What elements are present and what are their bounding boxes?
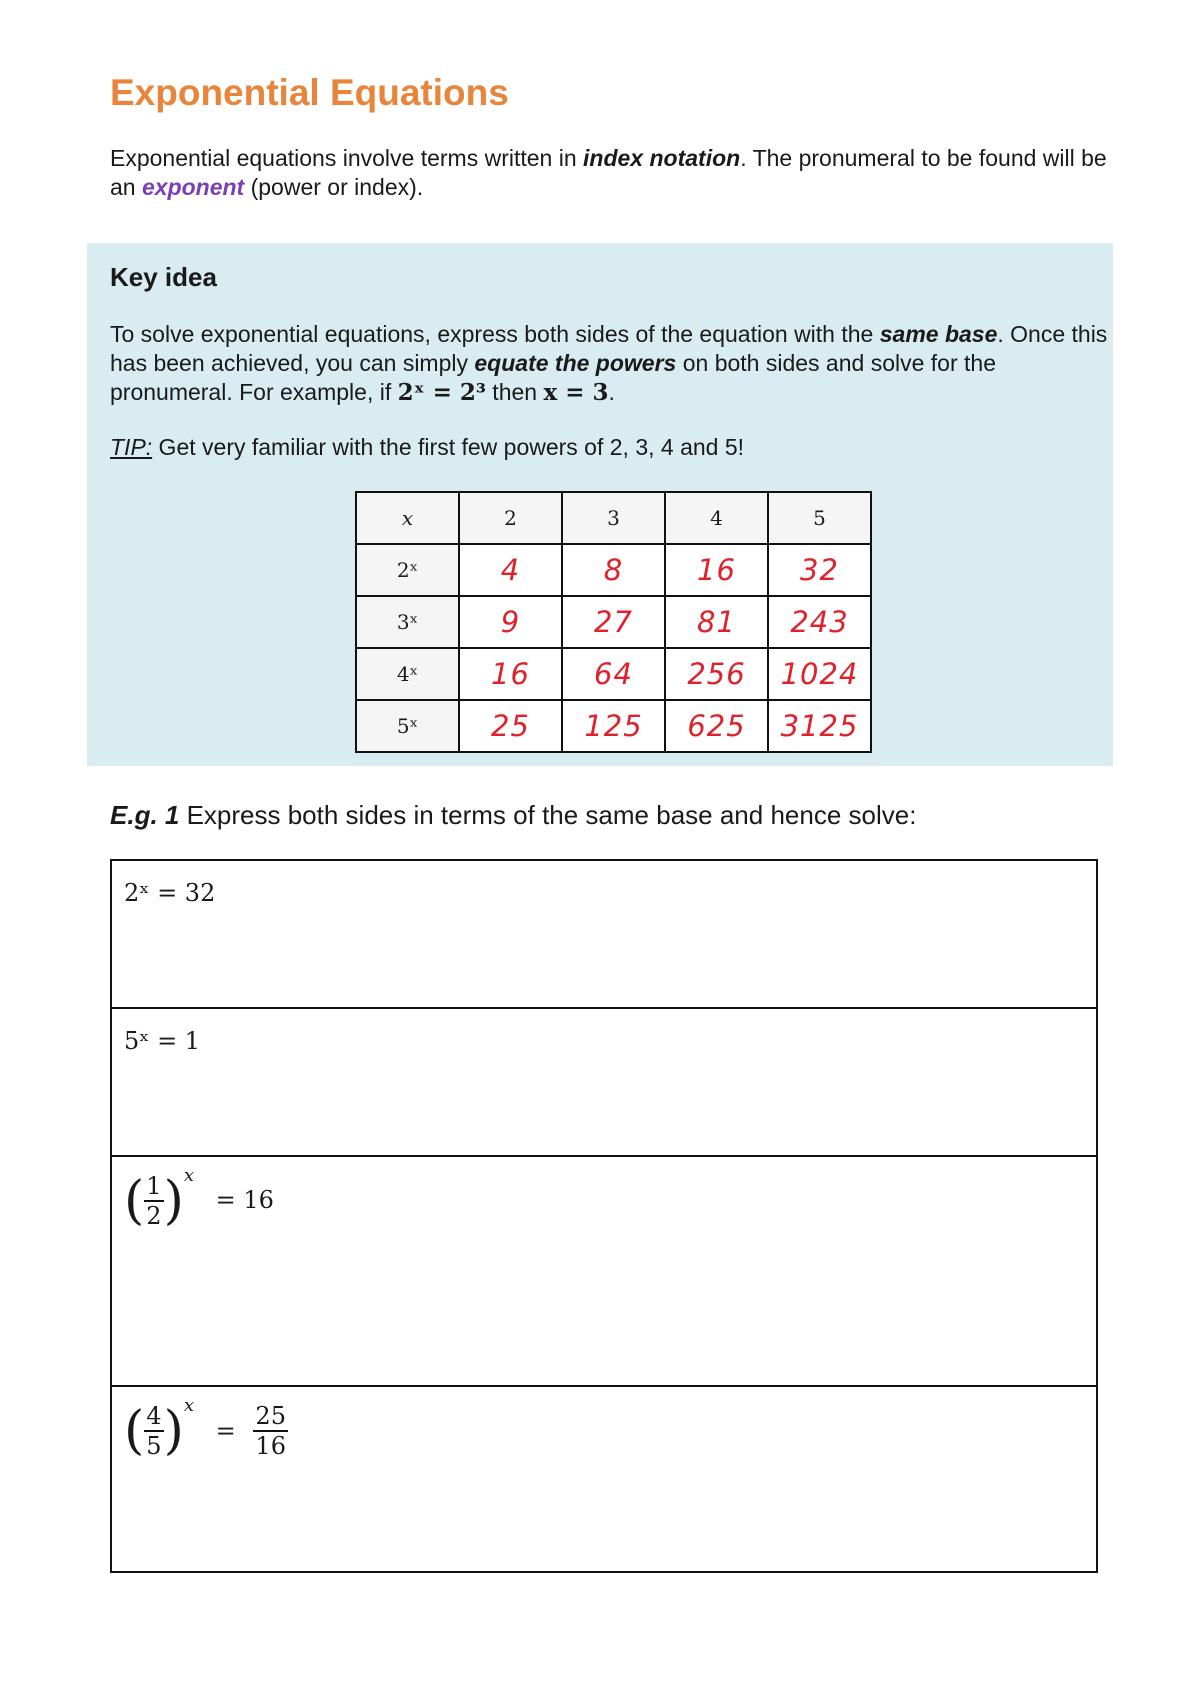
example-label: E.g. 1 <box>110 800 180 830</box>
example-solution: x = 3 <box>543 379 609 406</box>
header-cell: x <box>356 492 459 544</box>
exponent-term: exponent <box>141 174 245 200</box>
table-cell: 16 <box>459 648 562 700</box>
table-header-row <box>356 492 871 544</box>
right-paren: ) <box>163 1171 184 1231</box>
table-cell: 16 <box>665 544 768 596</box>
table-cell: 125 <box>562 700 665 752</box>
table-cell: 32 <box>768 544 871 596</box>
key-text: . <box>608 379 615 405</box>
numerator: 4 <box>146 1402 162 1430</box>
denominator: 2 <box>146 1202 162 1230</box>
rhs-fraction <box>253 1402 288 1460</box>
table-cell: 4 <box>459 544 562 596</box>
tip-line <box>110 434 744 461</box>
exponent: x <box>183 1395 195 1416</box>
left-paren: ( <box>124 1171 145 1231</box>
table-row <box>356 596 871 648</box>
exponent: x <box>183 1165 195 1186</box>
table-cell: 3125 <box>768 700 871 752</box>
fraction <box>144 1172 163 1230</box>
answer-row-3[interactable] <box>112 1157 1096 1387</box>
example-instruction: Express both sides in terms of the same base and hence solve: <box>179 800 917 830</box>
equals-sign: = <box>215 1417 236 1445</box>
denominator: 5 <box>146 1432 162 1460</box>
header-cell: 4 <box>665 492 768 544</box>
table-cell: 64 <box>562 648 665 700</box>
answer-table <box>110 859 1098 1573</box>
tip-text: Get very familiar with the first few powers of 2, 3, 4 and 5! <box>152 434 745 460</box>
right-hand-side: = 16 <box>215 1185 274 1214</box>
table-cell: 256 <box>665 648 768 700</box>
numerator: 1 <box>146 1172 162 1200</box>
table-row <box>356 544 871 596</box>
row-label: 3ˣ <box>356 596 459 648</box>
intro-paragraph <box>110 144 1110 202</box>
row-label: 4ˣ <box>356 648 459 700</box>
equation-2: 5ˣ = 1 <box>124 1027 201 1055</box>
table-cell: 1024 <box>768 648 871 700</box>
answer-row-4[interactable] <box>112 1387 1096 1571</box>
table-cell: 25 <box>459 700 562 752</box>
table-row <box>356 700 871 752</box>
intro-text: . The pronumeral to be found will be an <box>110 145 1107 200</box>
table-row <box>356 648 871 700</box>
intro-text: (power or index). <box>244 174 424 200</box>
key-text: on both sides and solve for the pronumeral. For example, if <box>110 350 996 405</box>
table-cell: 27 <box>562 596 665 648</box>
table-cell: 243 <box>768 596 871 648</box>
header-cell: 2 <box>459 492 562 544</box>
equation-1: 2ˣ = 32 <box>124 879 216 907</box>
table-cell: 81 <box>665 596 768 648</box>
table-cell: 625 <box>665 700 768 752</box>
left-paren: ( <box>124 1401 145 1461</box>
key-idea-text <box>110 320 1110 407</box>
example-heading <box>110 800 916 831</box>
intro-text: Exponential equations involve terms written in <box>110 145 584 171</box>
answer-row-2[interactable] <box>112 1009 1096 1157</box>
right-paren: ) <box>163 1401 184 1461</box>
key-text: . Once this has been achieved, you can simply <box>110 321 1108 376</box>
header-cell: 5 <box>768 492 871 544</box>
tip-label: TIP: <box>110 434 153 460</box>
page-title: Exponential Equations <box>110 72 509 113</box>
powers-table <box>355 491 872 753</box>
key-text: To solve exponential equations, express both sides of the equation with the <box>110 321 880 347</box>
rhs-numerator: 25 <box>255 1402 286 1430</box>
same-base-term: same base <box>879 321 998 347</box>
equation-4 <box>124 1395 288 1461</box>
equation-3 <box>124 1165 274 1231</box>
header-cell: 3 <box>562 492 665 544</box>
index-notation-term: index notation <box>583 145 741 171</box>
key-idea-heading: Key idea <box>110 262 217 292</box>
fraction <box>144 1402 163 1460</box>
example-equation: 2ˣ = 2³ <box>397 379 486 406</box>
answer-row-1[interactable] <box>112 861 1096 1009</box>
equate-powers-term: equate the powers <box>474 350 677 376</box>
rhs-denominator: 16 <box>255 1432 286 1460</box>
key-text: then <box>485 379 544 405</box>
row-label: 5ˣ <box>356 700 459 752</box>
table-cell: 9 <box>459 596 562 648</box>
table-cell: 8 <box>562 544 665 596</box>
row-label: 2ˣ <box>356 544 459 596</box>
